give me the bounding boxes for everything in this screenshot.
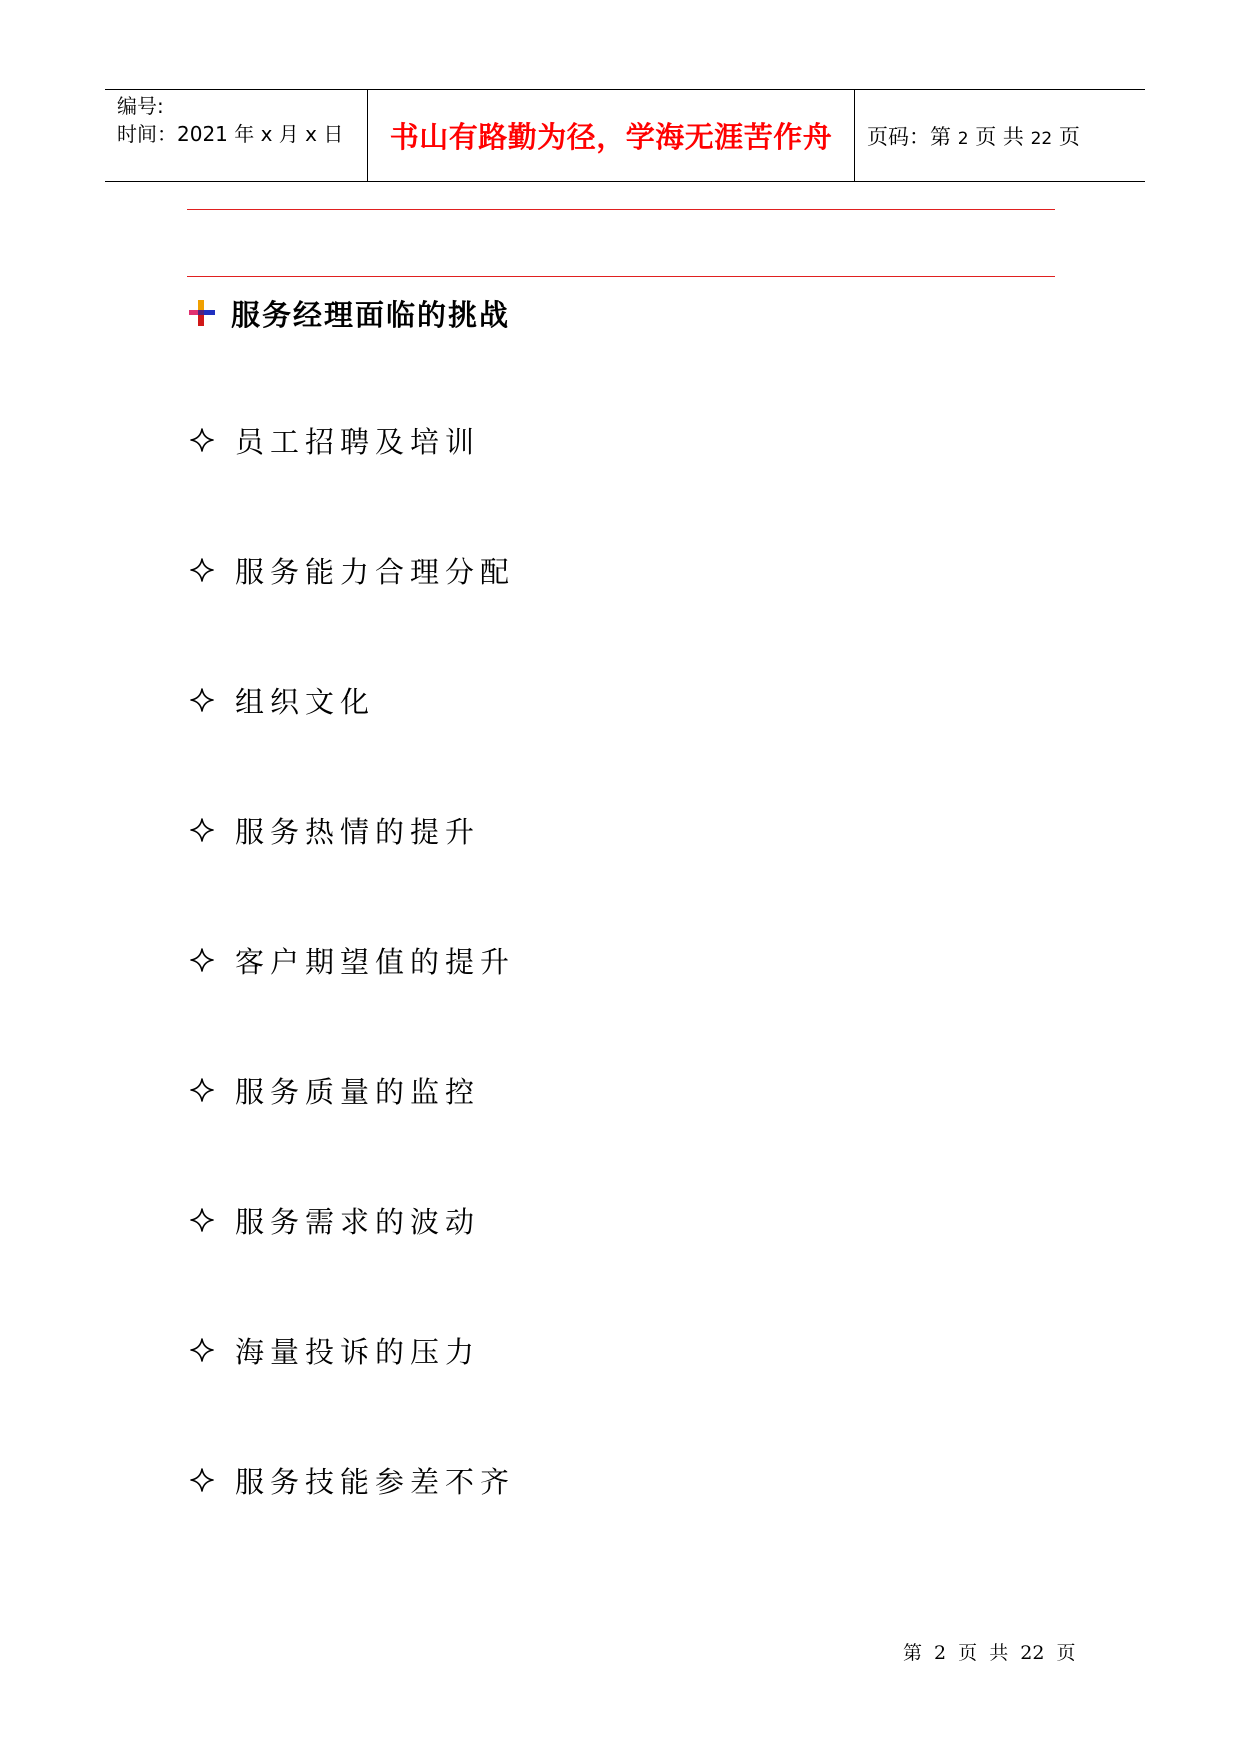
header-page-code xyxy=(867,121,1080,151)
red-divider-bottom xyxy=(187,276,1055,277)
four-point-star-outline-icon xyxy=(189,557,215,583)
four-point-star-outline-icon xyxy=(189,687,215,713)
document-date: 时间：2021 年 x 月 x 日 xyxy=(117,122,344,146)
list-item xyxy=(189,1330,480,1370)
colored-cross-icon xyxy=(187,298,217,328)
page-end-label: 页 xyxy=(1058,124,1080,149)
list-item xyxy=(189,1200,480,1240)
list-item-text: 服务质量的监控 xyxy=(235,1074,481,1109)
four-point-star-outline-icon xyxy=(189,1467,215,1493)
list-item-text: 员工招聘及培训 xyxy=(235,424,481,459)
four-point-star-outline-icon xyxy=(189,427,215,453)
list-item xyxy=(189,810,480,850)
page-footer: 第 2 页 共 22 页 xyxy=(903,1642,1076,1664)
four-point-star-outline-icon xyxy=(189,1337,215,1363)
document-header xyxy=(105,89,1145,182)
four-point-star-outline-icon xyxy=(189,1207,215,1233)
list-item xyxy=(189,550,515,590)
page-mid-label: 页 共 xyxy=(975,124,1024,149)
four-point-star-outline-icon xyxy=(189,817,215,843)
four-point-star-outline-icon xyxy=(189,1077,215,1103)
motto-text: 书山有路勤为径，学海无涯苦作舟 xyxy=(389,120,833,154)
list-item xyxy=(189,680,375,720)
header-page-cell xyxy=(855,90,1145,181)
red-divider-top xyxy=(187,209,1055,210)
section-heading xyxy=(187,293,510,333)
document-number-label: 编号: xyxy=(117,94,164,118)
list-item-text: 服务热情的提升 xyxy=(235,814,481,849)
four-point-star-outline-icon xyxy=(189,947,215,973)
list-item-text: 服务能力合理分配 xyxy=(235,554,516,589)
list-item-text: 海量投诉的压力 xyxy=(235,1334,481,1369)
list-item xyxy=(189,1070,480,1110)
list-item-text: 服务技能参差不齐 xyxy=(235,1464,516,1499)
list-item-text: 组织文化 xyxy=(235,684,376,719)
list-item-text: 服务需求的波动 xyxy=(235,1204,481,1239)
section-heading-text: 服务经理面临的挑战 xyxy=(231,297,511,332)
list-item-text: 客户期望值的提升 xyxy=(235,944,516,979)
page-label: 页码：第 xyxy=(867,124,951,149)
list-item xyxy=(189,940,515,980)
header-meta-cell xyxy=(105,90,368,181)
list-item xyxy=(189,420,480,460)
header-motto-cell xyxy=(368,90,855,181)
page-current: 2 xyxy=(957,128,969,149)
page-total: 22 xyxy=(1030,128,1053,149)
list-item xyxy=(189,1460,515,1500)
